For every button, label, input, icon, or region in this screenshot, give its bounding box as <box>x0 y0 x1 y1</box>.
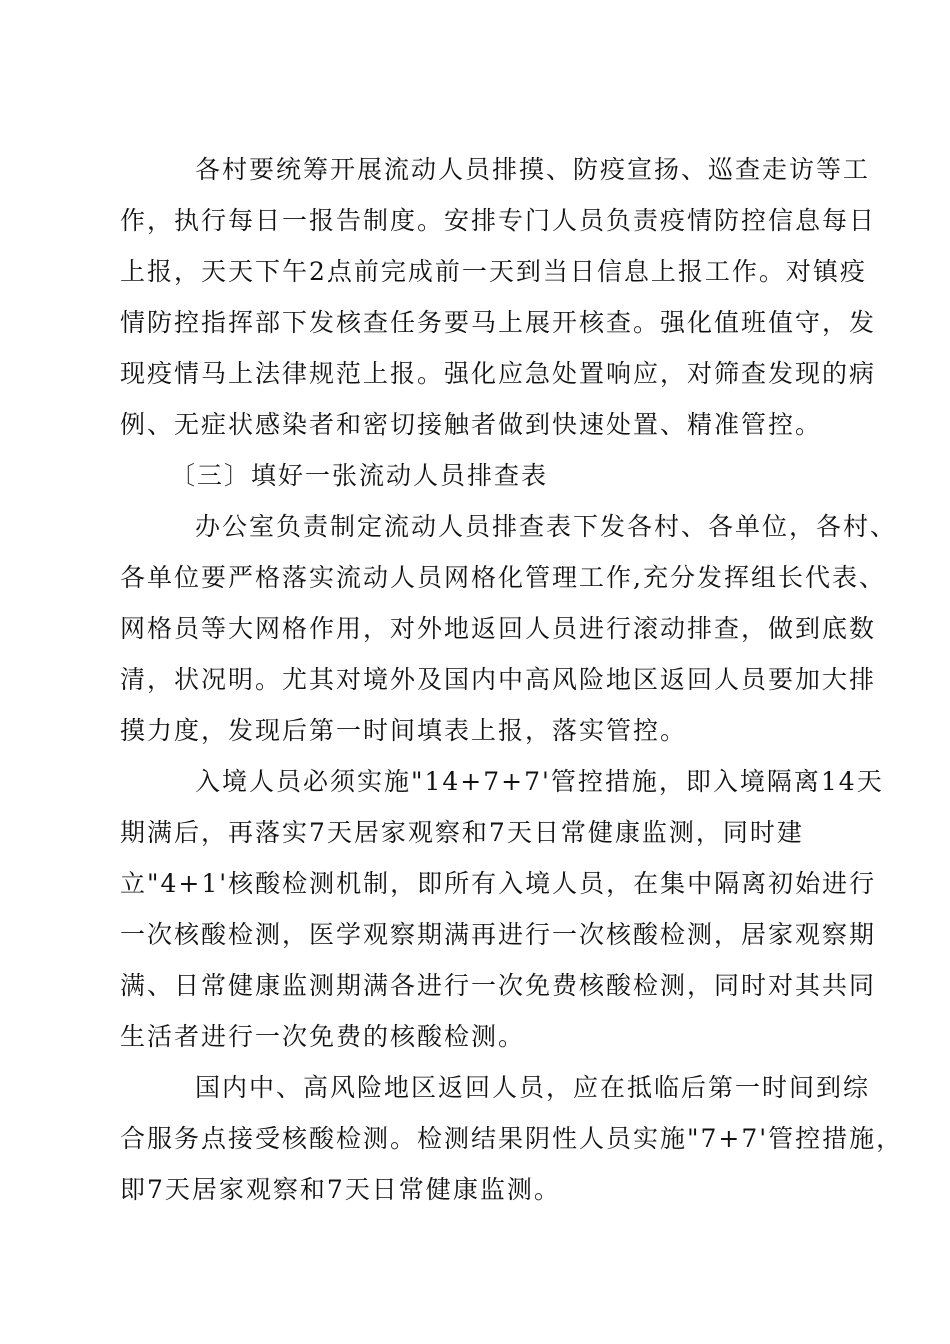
paragraph-4-line-1: 国内中、高风险地区返回人员，应在抵临后第一时间到综 <box>195 1073 871 1102</box>
paragraph-1-line-6: 例、无症状感染者和密切接触者做到快速处置、精准管控。 <box>120 410 823 439</box>
paragraph-1-line-4: 情防控指挥部下发核查任务要马上展开核查。强化值班值守，发 <box>120 308 877 337</box>
paragraph-3-line-4: 一次核酸检测，医学观察期满再进行一次核酸检测，居家观察期 <box>120 920 877 949</box>
paragraph-1-line-1: 各村要统筹开展流动人员排摸、防疫宣扬、巡查走访等工 <box>195 155 871 184</box>
paragraph-1-line-5: 现疫情马上法律规范上报。强化应急处置响应，对筛查发现的病 <box>120 359 877 388</box>
paragraph-2-line-5: 摸力度，发现后第一时间填表上报，落实管控。 <box>120 716 688 745</box>
paragraph-1-line-2: 作，执行每日一报告制度。安排专门人员负责疫情防控信息每日 <box>120 206 877 235</box>
paragraph-1-line-3: 上报，天天下午2点前完成前一天到当日信息上报工作。对镇疫 <box>120 257 867 286</box>
paragraph-2-line-2: 各单位要严格落实流动人员网格化管理工作,充分发挥组长代表、 <box>120 563 886 592</box>
paragraph-2-line-1: 办公室负责制定流动人员排查表下发各村、各单位，各村、 <box>195 512 898 541</box>
section-heading: 〔三〕填好一张流动人员排查表 <box>170 461 549 490</box>
paragraph-4-line-3: 即7天居家观察和7天日常健康监测。 <box>120 1175 561 1204</box>
paragraph-3-line-1: 入境人员必须实施"14+7+7'管控措施，即入境隔离14天 <box>195 767 884 796</box>
paragraph-3-line-6: 生活者进行一次免费的核酸检测。 <box>120 1022 526 1051</box>
paragraph-3-line-2: 期满后，再落实7天居家观察和7天日常健康监测，同时建 <box>120 818 804 847</box>
paragraph-2-line-3: 网格员等大网格作用，对外地返回人员进行滚动排查，做到底数 <box>120 614 877 643</box>
paragraph-4-line-2: 合服务点接受核酸检测。检测结果阴性人员实施"7+7'管控措施， <box>120 1124 904 1153</box>
paragraph-3-line-3: 立"4+1'核酸检测机制，即所有入境人员，在集中隔离初始进行 <box>120 869 877 898</box>
paragraph-2-line-4: 清，状况明。尤其对境外及国内中高风险地区返回人员要加大排 <box>120 665 877 694</box>
paragraph-3-line-5: 满、日常健康监测期满各进行一次免费核酸检测，同时对其共同 <box>120 971 877 1000</box>
